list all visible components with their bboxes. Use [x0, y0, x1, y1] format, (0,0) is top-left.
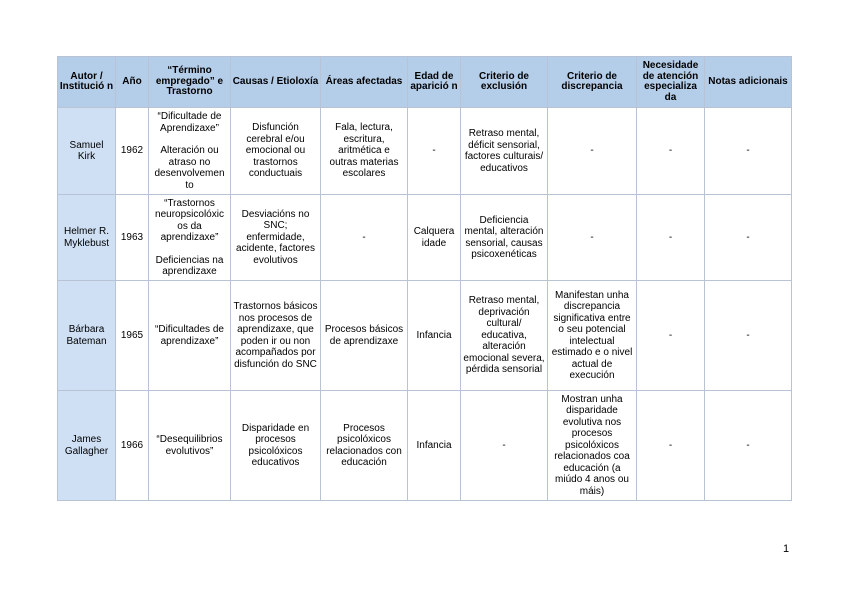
cell-exclusion: Deficiencia mental, alteración sensorial, causas psicoxenéticas	[461, 195, 548, 281]
table-row	[58, 195, 792, 281]
cell-areas: Fala, lectura, escritura, aritmética e outras materias escolares	[321, 108, 408, 195]
table-row	[58, 391, 792, 501]
cell-age: -	[408, 108, 461, 195]
cell-discrepancy: Manifestan unha discrepancia significativa entre o seu potencial intelectual estimado e o nivel actual de execución	[548, 281, 637, 391]
cell-discrepancy: -	[548, 108, 637, 195]
term-secondary: Deficiencias na aprendizaxe	[155, 254, 224, 277]
table-row	[58, 281, 792, 391]
cell-author: Bárbara Bateman	[58, 281, 116, 391]
cell-causes: Trastornos básicos nos procesos de aprendizaxe, que poden ir ou non acompañados por disfunción do SNC	[231, 281, 321, 391]
cell-year: 1965	[116, 281, 149, 391]
cell-causes: Desviacións no SNC; enfermidade, acidente, factores evolutivos	[231, 195, 321, 281]
cell-term	[149, 195, 231, 281]
cell-discrepancy: Mostran unha disparidade evolutiva nos procesos psicolóxicos relacionados coa educación (a miúdo 4 anos ou máis)	[548, 391, 637, 501]
cell-term: “Dificultades de aprendizaxe”	[149, 281, 231, 391]
header-author: Autor / Institució n	[58, 57, 116, 108]
cell-attention: -	[637, 195, 705, 281]
header-term: “Término empregado” e Trastorno	[149, 57, 231, 108]
cell-areas: Procesos psicolóxicos relacionados con educación	[321, 391, 408, 501]
header-year: Año	[116, 57, 149, 108]
header-age: Edad de aparició n	[408, 57, 461, 108]
cell-causes: Disparidade en procesos psicolóxicos educativos	[231, 391, 321, 501]
cell-causes: Disfunción cerebral e/ou emocional ou trastornos conductuais	[231, 108, 321, 195]
cell-notes: -	[705, 195, 792, 281]
header-discrepancy: Criterio de discrepancia	[548, 57, 637, 108]
cell-term: “Desequilibrios evolutivos”	[149, 391, 231, 501]
cell-notes: -	[705, 391, 792, 501]
table-header-row	[58, 57, 792, 108]
cell-exclusion: Retraso mental, déficit sensorial, factores culturais/ educativos	[461, 108, 548, 195]
cell-exclusion: -	[461, 391, 548, 501]
cell-areas: Procesos básicos de aprendizaxe	[321, 281, 408, 391]
header-areas: Áreas afectadas	[321, 57, 408, 108]
cell-author: James Gallagher	[58, 391, 116, 501]
cell-exclusion: Retraso mental, deprivación cultural/ educativa, alteración emocional severa, pérdida sensorial	[461, 281, 548, 391]
term-primary: “Dificultade de Aprendizaxe”	[157, 111, 222, 134]
cell-year: 1963	[116, 195, 149, 281]
cell-attention: -	[637, 281, 705, 391]
header-causes: Causas / Etioloxía	[231, 57, 321, 108]
term-secondary: Alteración ou atraso no desenvolvemen to	[154, 145, 225, 191]
cell-attention: -	[637, 391, 705, 501]
cell-attention: -	[637, 108, 705, 195]
cell-author: Helmer R. Myklebust	[58, 195, 116, 281]
page-number: 1	[783, 543, 790, 555]
cell-notes: -	[705, 108, 792, 195]
header-notes: Notas adicionais	[705, 57, 792, 108]
header-exclusion: Criterio de exclusión	[461, 57, 548, 108]
cell-age: Infancia	[408, 281, 461, 391]
table-row	[58, 108, 792, 195]
cell-areas: -	[321, 195, 408, 281]
cell-age: Infancia	[408, 391, 461, 501]
cell-notes: -	[705, 281, 792, 391]
cell-author: Samuel Kirk	[58, 108, 116, 195]
term-primary: “Trastornos neuropsicolóxic os da aprendizaxe”	[155, 197, 224, 243]
header-attention: Necesidade de atención especializa da	[637, 57, 705, 108]
cell-term	[149, 108, 231, 195]
cell-discrepancy: -	[548, 195, 637, 281]
cell-year: 1962	[116, 108, 149, 195]
cell-year: 1966	[116, 391, 149, 501]
learning-disabilities-table	[57, 56, 792, 501]
cell-age: Calquera idade	[408, 195, 461, 281]
